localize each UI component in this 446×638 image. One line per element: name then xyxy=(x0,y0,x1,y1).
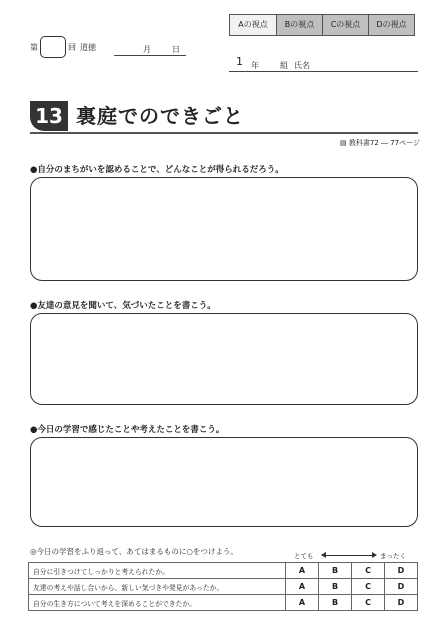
option-d[interactable]: D xyxy=(385,595,418,611)
item-text: 自分に引きつけてしっかりと考えられたか。 xyxy=(29,563,286,579)
option-a[interactable]: A xyxy=(286,595,319,611)
reflection-prompt: ◎今日の学習をふり返って、あてはまるものに○をつけよう。 xyxy=(30,547,238,556)
viewpoint-tabs xyxy=(229,14,415,36)
option-b[interactable]: B xyxy=(319,579,352,595)
scale-arrow-icon xyxy=(322,555,376,556)
viewpoint-a: Aの視点 xyxy=(230,15,276,35)
option-c[interactable]: C xyxy=(352,579,385,595)
book-icon: ▤ xyxy=(340,139,347,147)
option-d[interactable]: D xyxy=(385,579,418,595)
option-c[interactable]: C xyxy=(352,563,385,579)
month-label: 月 xyxy=(143,45,151,54)
item-text: 友達の考えや話し合いから、新しい気づきや発見があったか。 xyxy=(29,579,286,595)
day-label: 日 xyxy=(172,45,180,54)
textbook-ref: ▤ 教科書72 ― 77ページ xyxy=(340,139,420,147)
scale-right-label: まったく xyxy=(380,552,406,560)
question-1: ●自分のまちがいを認めることで、どんなことが得られるだろう。 xyxy=(30,165,284,175)
shimei-label: 氏名 xyxy=(294,61,310,70)
option-a[interactable]: A xyxy=(286,563,319,579)
date-line[interactable] xyxy=(114,55,186,56)
answer-box-2[interactable] xyxy=(30,313,418,405)
option-d[interactable]: D xyxy=(385,563,418,579)
viewpoint-c: Cの視点 xyxy=(322,15,368,35)
page-title: 裏庭でのできごと xyxy=(76,104,244,128)
viewpoint-b: Bの視点 xyxy=(276,15,322,35)
option-a[interactable]: A xyxy=(286,579,319,595)
answer-box-3[interactable] xyxy=(30,437,418,527)
table-row xyxy=(29,563,418,579)
scale-left-label: とても xyxy=(294,552,314,560)
table-row xyxy=(29,595,418,611)
item-text: 自分の生き方について考えを深めることができたか。 xyxy=(29,595,286,611)
viewpoint-d: Dの視点 xyxy=(368,15,414,35)
reflection-table xyxy=(28,562,418,611)
option-b[interactable]: B xyxy=(319,563,352,579)
table-row xyxy=(29,579,418,595)
grade-value: 1 xyxy=(236,55,243,68)
option-b[interactable]: B xyxy=(319,595,352,611)
option-c[interactable]: C xyxy=(352,595,385,611)
kai-label: 回 xyxy=(68,43,76,52)
lesson-number: 13 xyxy=(30,101,68,131)
name-line[interactable] xyxy=(229,71,418,72)
dai-label: 第 xyxy=(30,43,38,52)
nen-label: 年 xyxy=(251,61,259,70)
dotoku-label: 道徳 xyxy=(80,43,96,52)
title-rule xyxy=(30,132,418,134)
lesson-count-box[interactable] xyxy=(40,36,66,58)
question-2: ●友達の意見を聞いて、気づいたことを書こう。 xyxy=(30,301,216,311)
kumi-label: 組 xyxy=(280,61,288,70)
question-3: ●今日の学習で感じたことや考えたことを書こう。 xyxy=(30,425,225,435)
answer-box-1[interactable] xyxy=(30,177,418,281)
